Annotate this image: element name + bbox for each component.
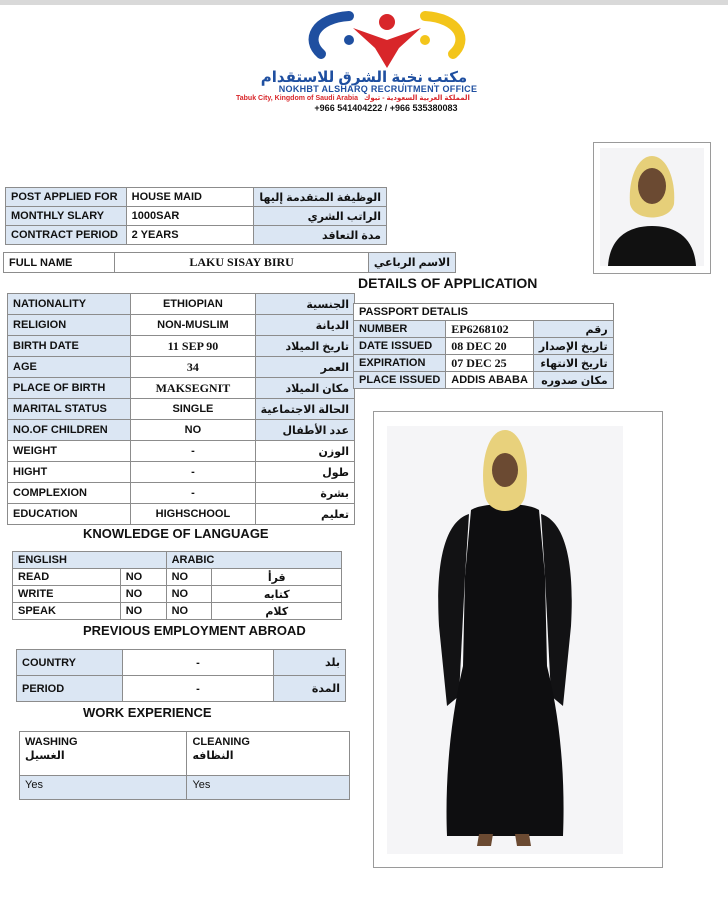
passport-title: PASSPORT DETALIS (354, 304, 614, 321)
portrait-photo (600, 148, 704, 266)
passport-table (353, 303, 614, 389)
detail-label: BIRTH DATE (8, 336, 131, 357)
experience-item-cleaning (187, 732, 350, 776)
passport-label-arabic: تاريخ الإصدار (533, 338, 613, 355)
experience-label-arabic: الغسيل (25, 750, 65, 762)
detail-label: NATIONALITY (8, 294, 131, 315)
employment-table (16, 649, 346, 702)
language-english-value: NO (120, 569, 166, 586)
full-name-label: FULL NAME (4, 253, 115, 273)
detail-value: NO (131, 420, 255, 441)
passport-value: 07 DEC 25 (446, 355, 534, 372)
detail-value: MAKSEGNIT (131, 378, 255, 399)
passport-label-arabic: تاريخ الانتهاء (533, 355, 613, 372)
table-row (8, 483, 355, 504)
employment-value: - (122, 650, 273, 676)
detail-label: WEIGHT (8, 441, 131, 462)
table-row (20, 732, 350, 776)
language-skill: READ (13, 569, 121, 586)
office-address: Tabuk City, Kingdom of Saudi Arabia (236, 95, 358, 102)
language-skill-arabic: كتابه (212, 586, 342, 603)
passport-label: EXPIRATION (354, 355, 446, 372)
passport-label: NUMBER (354, 321, 446, 338)
position-label: POST APPLIED FOR (6, 188, 127, 207)
language-col-english: ENGLISH (13, 552, 167, 569)
passport-label-arabic: مكان صدوره (533, 372, 613, 389)
experience-label: CLEANING (192, 736, 250, 748)
detail-label: AGE (8, 357, 131, 378)
detail-label-arabic: الديانة (255, 315, 354, 336)
full-name-table (3, 252, 456, 273)
table-row (6, 207, 387, 226)
detail-label: NO.OF CHILDREN (8, 420, 131, 441)
table-row (13, 603, 342, 620)
passport-value: ADDIS ABABA (446, 372, 534, 389)
details-heading: DETAILS OF APPLICATION (358, 275, 538, 291)
detail-label: COMPLEXION (8, 483, 131, 504)
detail-label: RELIGION (8, 315, 131, 336)
detail-value: - (131, 441, 255, 462)
experience-label: WASHING (25, 736, 78, 748)
table-row (8, 357, 355, 378)
position-value: 1000SAR (126, 207, 254, 226)
full-body-photo (387, 426, 623, 854)
passport-value: 08 DEC 20 (446, 338, 534, 355)
table-row (6, 188, 387, 207)
language-arabic-value: NO (166, 569, 212, 586)
language-skill-arabic: قرأ (212, 569, 342, 586)
detail-label-arabic: الحالة الاجتماعية (255, 399, 354, 420)
experience-value: Yes (20, 776, 187, 800)
position-value: HOUSE MAID (126, 188, 254, 207)
detail-label-arabic: الجنسية (255, 294, 354, 315)
detail-label-arabic: تاريخ الميلاد (255, 336, 354, 357)
table-row (354, 355, 614, 372)
position-value: 2 YEARS (126, 226, 254, 245)
table-row (354, 338, 614, 355)
table-row (8, 441, 355, 462)
passport-value: EP6268102 (446, 321, 534, 338)
experience-heading: WORK EXPERIENCE (83, 705, 212, 720)
office-address-arabic: المملكة العربية السعودية - تبوك (363, 95, 470, 102)
table-row (13, 586, 342, 603)
detail-label: MARITAL STATUS (8, 399, 131, 420)
full-body-photo-frame (373, 411, 663, 868)
table-row (8, 504, 355, 525)
position-table (5, 187, 387, 245)
table-row (8, 336, 355, 357)
full-name-value: LAKU SISAY BIRU (115, 253, 369, 273)
full-name-label-arabic: الاسم الرباعي (368, 253, 455, 273)
employment-label-arabic: المدة (274, 676, 346, 702)
experience-label-arabic: النظافه (192, 750, 234, 762)
detail-value: - (131, 462, 255, 483)
table-row (8, 462, 355, 483)
detail-label-arabic: الوزن (255, 441, 354, 462)
language-col-arabic: ARABIC (166, 552, 341, 569)
table-row (8, 315, 355, 336)
position-label-arabic: مدة التعاقد (254, 226, 387, 245)
language-arabic-value: NO (166, 586, 212, 603)
detail-label-arabic: العمر (255, 357, 354, 378)
passport-label: DATE ISSUED (354, 338, 446, 355)
detail-label: HIGHT (8, 462, 131, 483)
table-row (13, 569, 342, 586)
language-english-value: NO (120, 603, 166, 620)
detail-label-arabic: تعليم (255, 504, 354, 525)
position-label: MONTHLY SLARY (6, 207, 127, 226)
position-label-arabic: الراتب الشري (254, 207, 387, 226)
detail-value: SINGLE (131, 399, 255, 420)
language-arabic-value: NO (166, 603, 212, 620)
table-row (8, 378, 355, 399)
detail-value: HIGHSCHOOL (131, 504, 255, 525)
table-row (6, 226, 387, 245)
detail-label-arabic: عدد الأطفال (255, 420, 354, 441)
table-row (20, 776, 350, 800)
employment-label: COUNTRY (17, 650, 123, 676)
table-row (354, 321, 614, 338)
table-row (17, 650, 346, 676)
position-label: CONTRACT PERIOD (6, 226, 127, 245)
portrait-photo-frame (593, 142, 711, 274)
employment-value: - (122, 676, 273, 702)
table-row (13, 552, 342, 569)
detail-label: PLACE OF BIRTH (8, 378, 131, 399)
language-table (12, 551, 342, 620)
office-phones: +966 541404222 / +966 535380083 (314, 103, 458, 113)
detail-label-arabic: طول (255, 462, 354, 483)
position-label-arabic: الوظيفة المتقدمة إليها (254, 188, 387, 207)
employment-heading: PREVIOUS EMPLOYMENT ABROAD (83, 623, 306, 638)
detail-label-arabic: مكان الميلاد (255, 378, 354, 399)
employment-label: PERIOD (17, 676, 123, 702)
table-row (17, 676, 346, 702)
personal-details-table (7, 293, 355, 525)
table-row (354, 372, 614, 389)
detail-value: ETHIOPIAN (131, 294, 255, 315)
employment-label-arabic: بلد (274, 650, 346, 676)
office-name-arabic: مكتب نخبة الشرق للاستقدام (260, 69, 468, 86)
table-row (354, 304, 614, 321)
detail-value: 34 (131, 357, 255, 378)
language-heading: KNOWLEDGE OF LANGUAGE (83, 526, 269, 541)
experience-value: Yes (187, 776, 350, 800)
language-skill: SPEAK (13, 603, 121, 620)
passport-label-arabic: رقم (533, 321, 613, 338)
language-skill-arabic: كلام (212, 603, 342, 620)
office-logo-icon (303, 10, 471, 72)
language-english-value: NO (120, 586, 166, 603)
table-row (8, 294, 355, 315)
top-border (0, 0, 728, 5)
detail-value: - (131, 483, 255, 504)
detail-value: 11 SEP 90 (131, 336, 255, 357)
experience-table (19, 731, 350, 800)
passport-label: PLACE ISSUED (354, 372, 446, 389)
office-name-english: NOKHBT ALSHARQ RECRUITMENT OFFICE (278, 84, 478, 94)
experience-item-washing (20, 732, 187, 776)
language-skill: WRITE (13, 586, 121, 603)
table-row (8, 420, 355, 441)
detail-label: EDUCATION (8, 504, 131, 525)
table-row (4, 253, 456, 273)
detail-label-arabic: بشرة (255, 483, 354, 504)
detail-value: NON-MUSLIM (131, 315, 255, 336)
table-row (8, 399, 355, 420)
